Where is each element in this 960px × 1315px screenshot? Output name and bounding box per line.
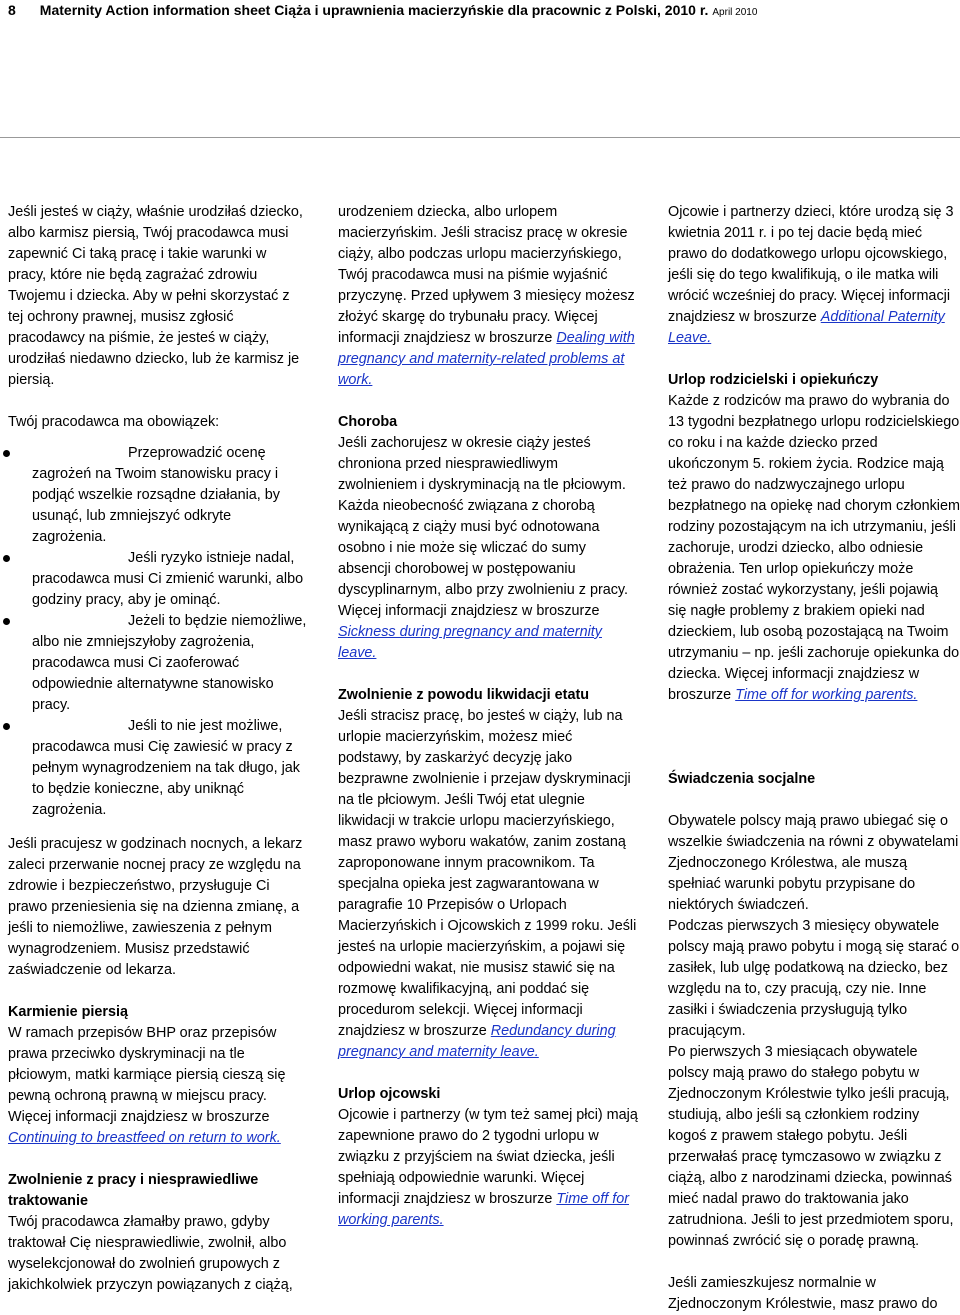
bullet-icon: [3, 555, 10, 562]
paragraph-dismissal-cont: urodzeniem dziecka, albo urlopem macierzyńskim. Jeśli stracisz pracę w okresie ciąży, albo podczas urlopu macierzyńskiego, Twój pracodawca musi na piśmie wyjaśnić przyczynę. Przed upływem 3 miesięcy możesz złożyć skargę do trybunału pracy. Więcej informacji znajdziesz w broszurze Dealing with pregnancy and maternity-related problems at work.: [338, 204, 635, 388]
column-right: [668, 202, 960, 1315]
bullet-icon: [3, 723, 10, 730]
document-title: Maternity Action information sheet Ciąża i uprawnienia macierzyńskie dla pracownic z Polski, 2010 r.: [39, 2, 709, 18]
page-number: 8: [8, 2, 16, 18]
document-date: April 2010: [712, 7, 758, 18]
list-item: Jeśli to nie jest możliwe, pracodawca musi Cię zawiesić w pracy z pełnym wynagrodzeniem na tak długo, jak to będzie konieczne, aby uniknąć zagrożenia.: [8, 716, 308, 821]
page-header: [8, 2, 952, 20]
paragraph-redundancy: Jeśli stracisz pracę, bo jesteś w ciąży, lub na urlopie macierzyńskim, możesz mieć podstawy, by zaskarżyć decyzję jako bezprawne zwolnienie i przejaw dyskryminacji na tle płciowym. Jeśli Twój etat ulegnie likwidacji w trakcie urlopu macierzyńskiego, masz prawo wyboru wakatów, zanim zostaną zaproponowane innym pracownikom. Ta specjalna opieka jest zagwarantowana w paragrafie 10 Przepisów o Urlopach Macierzyńskich i Ojcowskich z 1999 roku. Jeśli jesteś na urlopie macierzyńskim, a pojawi się odpowiedni wakat, nie musisz stawić się na rozmowę kwalifikacyjną, ani poddać się procedurom selekcji. Więcej informacji znajdziesz w broszurze Redundancy during pregnancy and maternity leave.: [338, 708, 637, 1060]
bullet-icon: [3, 450, 10, 457]
header-divider: [0, 137, 960, 138]
list-item: Przeprowadzić ocenę zagrożeń na Twoim stanowisku pracy i podjąć wszelkie rozsądne działania, by usunąć, lub zmniejszyć odkryte zagrożenia.: [8, 443, 308, 548]
heading-redundancy: Zwolnienie z powodu likwidacji etatu: [338, 687, 590, 703]
list-item: Jeżeli to będzie niemożliwe, albo nie zmniejszyłoby zagrożenia, pracodawca musi Ci zaoferować odpowiednie alternatywne stanowisko pracy.: [8, 611, 308, 716]
link-breastfeeding[interactable]: Continuing to breastfeed on return to work.: [8, 1130, 281, 1146]
heading-paternity: Urlop ojcowski: [338, 1086, 441, 1102]
paragraph-intro: Jeśli jesteś w ciąży, właśnie urodziłaś dziecko, albo karmisz piersią, Twój pracodawca musi zapewnić Ci taką pracę i takie warunki w pracy, które nie będą zagrażać zdrowiu Twojemu i dziecka. Aby w pełni skorzystać z tej ochrony prawnej, musisz zgłosić pracodawcy na piśmie, że jesteś w ciąży, urodziłaś niedawno dziecko, lub że karmisz je piersią.: [8, 204, 303, 388]
paragraph-employer-duty: Twój pracodawca ma obowiązek:: [8, 414, 220, 430]
heading-dismissal: Zwolnienie z pracy i niesprawiedliwe traktowanie: [8, 1172, 259, 1209]
paragraph-dismissal: Twój pracodawca złamałby prawo, gdyby traktował Cię niesprawiedliwie, zwolnił, albo wyselekcjonował do zwolnień grupowych z jakichkolwiek przyczyn powiązanych z ciążą,: [8, 1214, 293, 1293]
paragraph-benefits-1: Obywatele polscy mają prawo ubiegać się o wszelkie świadczenia na równi z obywatelami Zjednoczonego Królestwa, ale muszą spełniać warunki pobytu przypisane do niektórych świadczeń.: [668, 813, 959, 913]
bullet-icon: [3, 618, 10, 625]
link-time-off-parents[interactable]: Time off for working parents.: [735, 687, 918, 703]
paragraph-benefits-2: Podczas pierwszych 3 miesięcy obywatele polscy mają prawo pobytu i mogą się starać o zasiłek, lub ulgę podatkową na dziecko, bez względu na to, czy pracują, czy nie. Inne zasiłki i świadczenia przysługują tylko pracującym.: [668, 918, 960, 1039]
heading-parental-leave: Urlop rodzicielski i opiekuńczy: [668, 372, 879, 388]
link-additional-paternity[interactable]: Additional Paternity Leave.: [668, 309, 945, 346]
duty-list: [8, 443, 308, 821]
heading-breastfeeding: Karmienie piersią: [8, 1004, 128, 1020]
paragraph-benefits-4: Jeśli zamieszkujesz normalnie w Zjednoczonym Królestwie, masz prawo do: [668, 1275, 938, 1312]
link-dealing-with-problems[interactable]: Dealing with pregnancy and maternity-related problems at work.: [338, 330, 635, 388]
column-left: [8, 202, 308, 1296]
heading-benefits: Świadczenia socjalne: [668, 771, 816, 787]
heading-illness: Choroba: [338, 414, 398, 430]
column-middle: [338, 202, 638, 1231]
paragraph-paternity-cont: Ojcowie i partnerzy dzieci, które urodzą się 3 kwietnia 2011 r. i po tej dacie będą mieć prawo do dodatkowego urlopu ojcowskiego, jeśli się do tego kwalifikują, o ile matka wili wrócić wcześniej do pracy. Więcej informacji znajdziesz w broszurze Additional Paternity Leave.: [668, 204, 954, 346]
paragraph-night-work: Jeśli pracujesz w godzinach nocnych, a lekarz zaleci przerwanie nocnej pracy ze względu na zdrowie i bezpieczeństwo, przysługuje Ci prawo przeniesienia się na dzienna zmianę, a jeśli to niemożliwe, zawieszenia z pełnym wynagrodzeniem. Musisz przedstawić zaświadczenie od lekarza.: [8, 836, 303, 978]
paragraph-illness: Jeśli zachorujesz w okresie ciąży jesteś chroniona przed niesprawiedliwym zwolnieniem i dyskryminacją na tle płciowym. Każda nieobecność związana z chorobą wynikającą z ciąży musi być odnotowana osobno i nie może się wliczać do sumy absencji chorobowej w postępowaniu dyscyplinarnym, albo przy zwolnieniu z pracy. Więcej informacji znajdziesz w broszurze Sickness during pregnancy and maternity leave.: [338, 435, 629, 661]
paragraph-paternity: Ojcowie i partnerzy (w tym też samej płci) mają zapewnione prawo do 2 tygodni urlopu w związku z przyjściem na świat dziecka, jeśli spełniają odpowiednie warunki. Więcej informacji znajdziesz w broszurze Time off for working parents.: [338, 1107, 638, 1228]
link-sickness[interactable]: Sickness during pregnancy and maternity leave.: [338, 624, 602, 661]
link-redundancy[interactable]: Redundancy during pregnancy and maternity leave.: [338, 1023, 616, 1060]
paragraph-benefits-3: Po pierwszych 3 miesiącach obywatele polscy mają prawo do stałego pobytu w Zjednoczonym Królestwie tylko jeśli pracują, studiują, albo jeśli są członkiem rodziny kogoś z prawem stałego pobytu. Jeśli przerwałaś pracę tymczasowo w związku z ciążą, albo z narodzinami dziecka, powinnaś mieć nadal prawo do traktowania jako zatrudniona. Jeśli to jest przedmiotem sporu, powinnaś zwrócić się o poradę prawną.: [668, 1044, 954, 1249]
list-item: Jeśli ryzyko istnieje nadal, pracodawca musi Ci zmienić warunki, albo godziny pracy, aby je ominąć.: [8, 548, 308, 611]
paragraph-breastfeeding: W ramach przepisów BHP oraz przepisów prawa przeciwko dyskryminacji na tle płciowym, matki karmiące piersią cieszą się pewną ochroną prawną w miejscu pracy. Więcej informacji znajdziesz w broszurze Continuing to breastfeed on return to work.: [8, 1025, 286, 1146]
paragraph-parental-leave: Każde z rodziców ma prawo do wybrania do 13 tygodni bezpłatnego urlopu rodzicielskiego co roku i na każde dziecko przed ukończonym 5. rokiem życia. Rodzice mają też prawo do nadzwyczajnego urlopu bezpłatnego na opiekę nad chorym członkiem rodziny pozostającym na ich utrzymaniu, jeśli zachoruje, urodzi dziecko, albo odniesie obrażenia. Ten urlop opiekuńczy może również zostać wykorzystany, jeśli pojawią się nagłe problemy z brakiem opieki nad dzieckiem, lub osobą pozostającą na Twoim utrzymaniu – np. jeśli zachoruje opiekunka do dziecka. Więcej informacji znajdziesz w broszurze Time off for working parents.: [668, 393, 960, 703]
link-time-off[interactable]: Time off for working parents.: [338, 1191, 629, 1228]
